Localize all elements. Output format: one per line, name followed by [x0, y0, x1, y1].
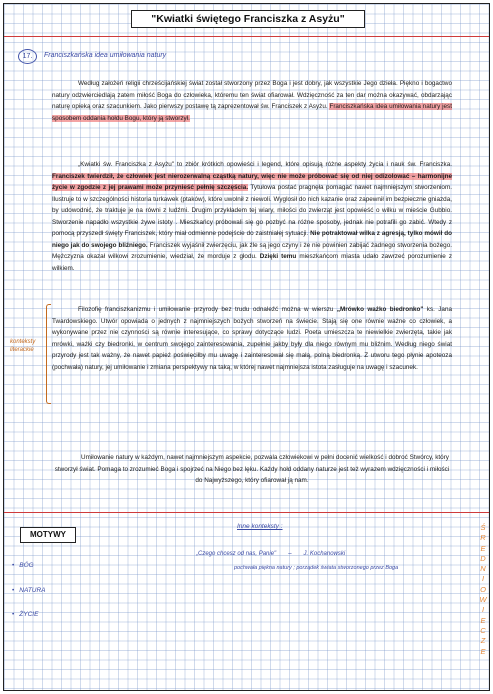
motif-item: • NATURA [12, 587, 46, 594]
vertical-epoch-label: Ś R E D N I O W I E C Z E [479, 523, 487, 656]
motifs-divider [4, 512, 489, 513]
text-segment: Tytułowa postać pragnęła pomagać nawet najmniejszym stworzeniom. Ilustruje to w szczególności historia turkawek (ptaków), które uwolnił z niewoli. Wyglosił do nich kazanie oraz zapewnił im bezpieczne gniazda, by udowodnić, że traktuje je na równi z ludźmi. Drugim przykładem tej wiary, miłości do zwierząt jest opowieść o wilku w mieście Gubbio. Stworzenie napadło wszystkie żywe istoty . Mieszkańcy próbowali się go pozbyć na różne sposoby, jednak nie potrafili go zabić. Wtedy z pomocą przyszedł święty Franciszek, który miał odmienne podejście do zaistniałej sytuacji. [52, 184, 452, 237]
text-segment: Filozofię franciszkanizmu i umiłowanie przyrody bez trudu odnaleźć można w wierszu [78, 306, 337, 313]
section-number: 17. [18, 49, 37, 64]
paragraph-intro [52, 78, 452, 124]
motif-item: • ŻYCIE [12, 611, 39, 618]
motifs-title: MOTYWY [20, 527, 76, 543]
paragraph-twardowski [52, 304, 452, 373]
paragraph-conclusion [52, 452, 452, 487]
text-segment: Według założeń religii chrześcijańskiej świat został stworzony przez Boga i jest dobry, jak wszystkie Jego dzieła. Piękno i bogactwo natury odzwierciedlają zatem miłość Boga do człowieka, któremu ten świat ofiarował. Wdzięczność za ten dar można okazywać, obdarzając naturę opieką oraz szacunkiem. Jako pierwszy postawę tą zaprezentował św. Franciszek z Asyżu. [52, 80, 452, 110]
text-segment: Umiłowanie natury w każdym, nawet najmniejszym aspekcie, pozwala człowiekowi w pełni docenić wielkość i dobroć Stwórcy, który stworzył świat. Pomaga to zrozumieć Boga i spojrzeć na Niego bez lęku. Każdy hołd oddany naturze jest też wyrazem wdzięczności i miłości do Najwyższego, który ofiarował ją nam. [54, 454, 450, 484]
paragraph-kwiatki [52, 159, 452, 274]
quote-title: „Czego chcesz od nas, Panie" [196, 551, 277, 557]
other-contexts-label: Inne konteksty : [237, 523, 283, 530]
document-title: "Kwiatki świętego Franciszka z Asyżu" [131, 10, 365, 28]
quote-note: pochwała piękna natury ; porządek świata stworzonego przez Boga [234, 565, 399, 571]
text-segment: Nie potraktował wilka z agresją, tylko mówił do niego jak do swojego bliźniego. [52, 230, 452, 249]
margin-note: konteksty literackie [10, 339, 36, 353]
text-segment: Franciszek twierdził, że człowiek jest nierozerwalną cząstką natury, więc nie może próbować się od niej odizolować – harmonijne życie w zgodzie z jej prawami może przynieść pełnię szczęścia. [52, 172, 452, 191]
document-sheet [3, 3, 490, 691]
text-segment: „Mrówko ważko biedronko" [336, 306, 424, 313]
section-heading: Franciszkańska idea umiłowania natury [44, 52, 167, 59]
margin-brace [46, 304, 51, 404]
motif-item: • BÓG [12, 562, 34, 569]
context-quote: „Czego chcesz od nas, Panie" – J. Kochanowski [196, 551, 346, 557]
text-segment: „Kwiatki św. Franciszka z Asyżu" to zbiór krótkich opowieści i legend, które opisują różne aspekty życia i nauk św. Franciszka. [78, 161, 452, 168]
text-segment: Franciszek wyjaśnił zwierzęciu, jak źle są jego czyny i że nie powinien zabijać żadnego stworzenia bożego. Mężczyzna okazał wilkowi zrozumienie, wiedział, że morduje z głodu. [52, 241, 452, 260]
text-segment: Dzięki temu [259, 253, 297, 260]
quote-author: J. Kochanowski [303, 551, 346, 557]
title-divider [4, 36, 489, 37]
text-segment: ks. Jana Twardowskiego. Utwór opowiada o jednych z najmniejszych bożych stworzeń na świecie. Stają się one równie ważne co człowiek, a wykonywane przez nie czynności są równie interesujące, co sprawy dotyczące ludzi. Poeta umieszcza te niewielkie zwierzęta, takie jak mrówki, ważki czy biedronki, w centrum swojego zainteresowania, zupełnie jakby były dla niego równym mu bliźnim. Według niego świat przyrody jest tak ważny, że nawet papież poświęciłby mu uwagę i zainteresował się małą, polną biedronką. Z utworu tego płynie apoteoza (pochwała) natury, jej umiłowanie i zmiana perspektywy na taką, w której nawet najmniejsza istota zasługuje na uwagę i szacunek. [52, 306, 453, 371]
text-segment: mieszkańcom miasta udało zawrzeć porozumienie z wilkiem. [52, 253, 452, 272]
text-segment: Franciszkańska idea umiłowania natury jest sposobem oddania hołdu Bogu, który ją stworzył. [52, 103, 452, 122]
